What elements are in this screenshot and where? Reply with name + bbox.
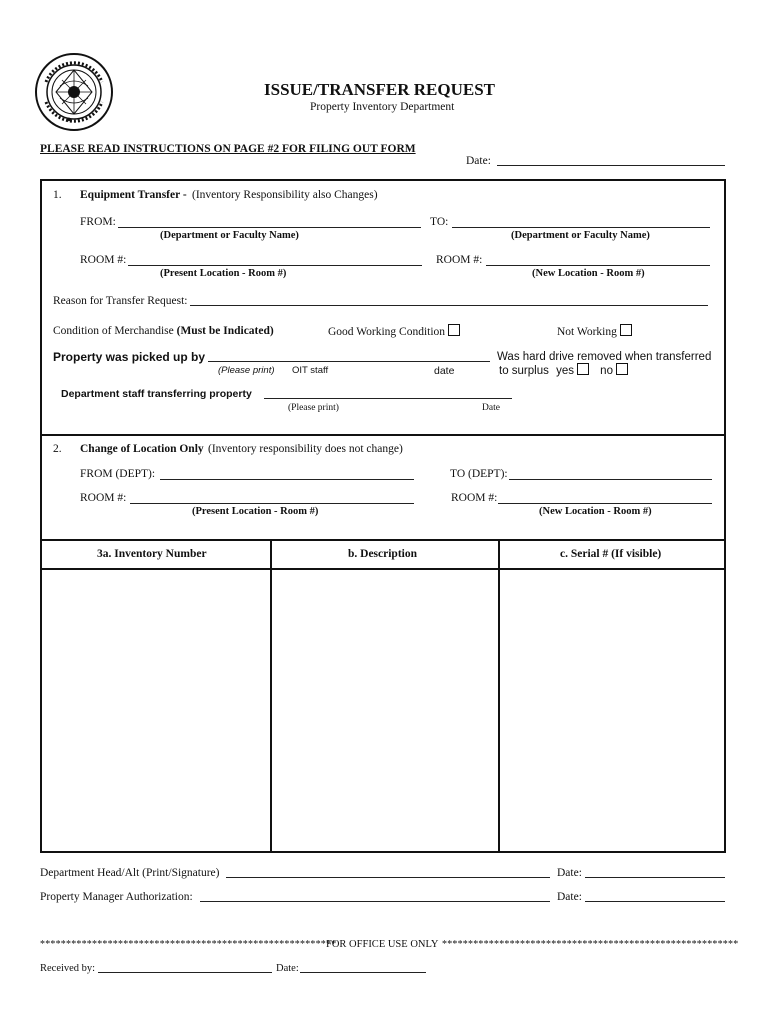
s2-room-to-caption: (New Location - Room #) — [539, 506, 652, 517]
section-divider — [40, 539, 726, 541]
university-seal — [34, 52, 114, 132]
s2-room-from-field[interactable] — [130, 503, 414, 504]
dept-staff-field[interactable] — [264, 398, 512, 399]
reason-field[interactable] — [190, 305, 708, 306]
s2-room-to-label: ROOM #: — [451, 492, 498, 504]
dept-to-field[interactable] — [509, 479, 712, 480]
condition-note: (Must be Indicated) — [176, 325, 274, 337]
seal-icon — [34, 52, 114, 132]
table-column-divider — [498, 539, 500, 853]
no-checkbox[interactable] — [616, 363, 628, 375]
table-column-divider — [270, 539, 272, 853]
dept-staff-print-caption: (Please print) — [288, 403, 339, 413]
to-field[interactable] — [452, 227, 710, 228]
dept-head-date-field[interactable] — [585, 877, 725, 878]
section1-heading: Equipment Transfer - — [80, 189, 187, 201]
condition-text: Condition of Merchandise — [53, 325, 174, 337]
room-to-caption: (New Location - Room #) — [532, 268, 645, 279]
received-label: Received by: — [40, 963, 96, 974]
table-header-divider — [40, 568, 726, 570]
please-print-caption: (Please print) — [218, 365, 275, 376]
picked-up-field[interactable] — [208, 361, 490, 362]
section1-note: (Inventory Responsibility also Changes) — [192, 189, 378, 201]
dept-from-label: FROM (DEPT): — [80, 468, 156, 480]
oit-staff-caption: OIT staff — [292, 365, 329, 376]
to-caption: (Department or Faculty Name) — [511, 230, 650, 241]
room-from-caption: (Present Location - Room #) — [160, 268, 287, 279]
yes-checkbox[interactable] — [577, 363, 589, 375]
dept-staff-date-caption: Date — [482, 403, 500, 413]
office-use-stars-left: ********************************************************* — [40, 939, 337, 950]
room-to-field[interactable] — [486, 265, 710, 266]
received-field[interactable] — [98, 972, 272, 973]
to-label: TO: — [430, 216, 449, 228]
not-working-label: Not Working — [557, 326, 617, 338]
from-label: FROM: — [80, 216, 116, 228]
hard-drive-options — [499, 363, 628, 378]
col-description: b. Description — [348, 548, 417, 560]
office-use-stars-right: ********************************************************* — [442, 939, 739, 950]
instructions-notice: PLEASE READ INSTRUCTIONS ON PAGE #2 FOR FILING OUT FORM — [40, 143, 416, 155]
room-from-field[interactable] — [128, 265, 422, 266]
section2-heading: Change of Location Only — [80, 443, 204, 455]
form-subtitle: Property Inventory Department — [310, 101, 455, 113]
dept-from-field[interactable] — [160, 479, 414, 480]
s2-room-from-caption: (Present Location - Room #) — [192, 506, 319, 517]
pm-date-label: Date: — [557, 891, 582, 903]
serial-cell[interactable] — [501, 571, 723, 851]
col-inventory-number: 3a. Inventory Number — [97, 548, 207, 560]
not-working-checkbox[interactable] — [620, 324, 632, 336]
surplus-label: to surplus — [499, 365, 549, 377]
dept-to-label: TO (DEPT): — [450, 468, 508, 480]
not-working-option[interactable] — [557, 324, 632, 339]
col-serial: c. Serial # (If visible) — [560, 548, 662, 560]
from-field[interactable] — [118, 227, 421, 228]
reason-label: Reason for Transfer Request: — [53, 295, 188, 307]
date-label: Date: — [466, 155, 491, 167]
good-condition-label: Good Working Condition — [328, 326, 446, 338]
section2-note: (Inventory responsibility does not change) — [208, 443, 403, 455]
section2-number: 2. — [53, 443, 62, 455]
received-date-label: Date: — [276, 963, 299, 974]
hard-drive-question: Was hard drive removed when transferred — [497, 351, 712, 363]
from-caption: (Department or Faculty Name) — [160, 230, 299, 241]
pm-field[interactable] — [200, 901, 550, 902]
no-label: no — [600, 365, 613, 377]
dept-head-label: Department Head/Alt (Print/Signature) — [40, 867, 220, 879]
room-to-label: ROOM #: — [436, 254, 483, 266]
date-field[interactable] — [497, 165, 725, 166]
dept-head-field[interactable] — [226, 877, 550, 878]
form-title: ISSUE/TRANSFER REQUEST — [264, 80, 495, 99]
description-cell[interactable] — [273, 571, 497, 851]
section-divider — [40, 434, 726, 436]
picked-up-date-caption: date — [434, 365, 455, 377]
pm-label: Property Manager Authorization: — [40, 891, 193, 903]
room-from-label: ROOM #: — [80, 254, 127, 266]
dept-head-date-label: Date: — [557, 867, 582, 879]
s2-room-to-field[interactable] — [498, 503, 712, 504]
pm-date-field[interactable] — [585, 901, 725, 902]
inventory-number-cell[interactable] — [43, 571, 269, 851]
picked-up-label: Property was picked up by — [53, 350, 206, 364]
dept-staff-label: Department staff transferring property — [61, 388, 252, 400]
good-condition-checkbox[interactable] — [448, 324, 460, 336]
condition-label — [53, 324, 274, 338]
s2-room-from-label: ROOM #: — [80, 492, 127, 504]
good-condition-option[interactable] — [328, 324, 460, 339]
section1-number: 1. — [53, 189, 62, 201]
received-date-field[interactable] — [300, 972, 426, 973]
office-use-banner: FOR OFFICE USE ONLY — [326, 939, 439, 950]
yes-label: yes — [556, 365, 574, 377]
